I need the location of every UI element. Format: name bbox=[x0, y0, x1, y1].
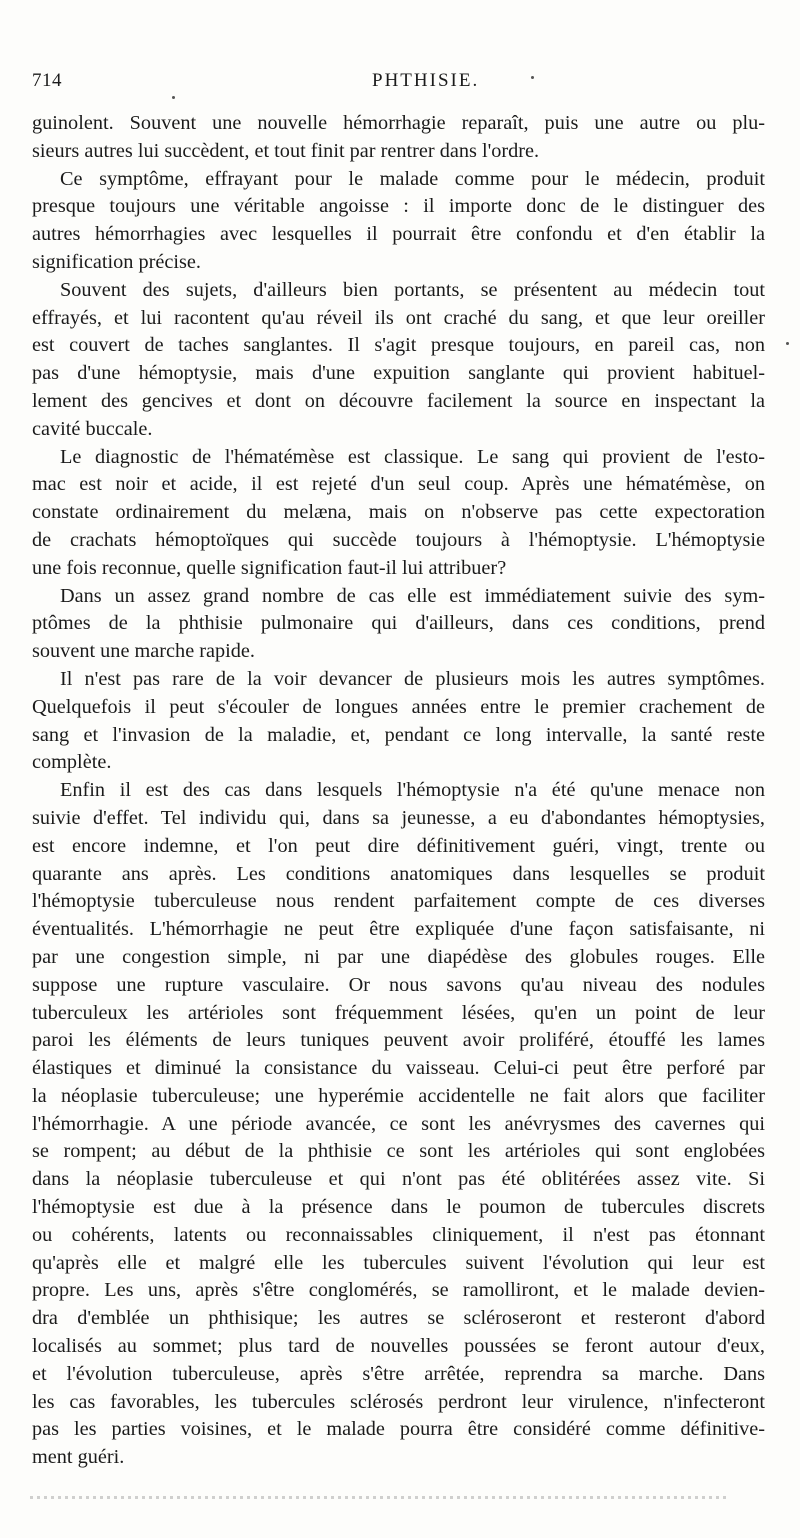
text-line: sang et l'invasion de la maladie, et, pendant ce long intervalle, la santé reste bbox=[32, 723, 765, 746]
text-line: mac est noir et acide, il est rejeté d'un seul coup. Après une hématémèse, on bbox=[32, 473, 765, 496]
text-line: dra d'emblée un phthisique; les autres se scléroseront et resteront d'abord bbox=[32, 1307, 765, 1330]
text-line: Dans un assez grand nombre de cas elle est immédiatement suivie des sym- bbox=[60, 584, 765, 607]
page-header bbox=[32, 70, 768, 100]
text-line: par une congestion simple, ni par une diapédèse des globules rouges. Elle bbox=[32, 945, 765, 968]
text-line: se rompent; au début de la phthisie ce sont les artérioles qui sont englobées bbox=[32, 1140, 765, 1163]
text-line: effrayés, et lui racontent qu'au réveil ils ont craché du sang, et que leur oreiller bbox=[32, 306, 765, 329]
text-line: élastiques et diminué la consistance du vaisseau. Celui-ci peut être perforé par bbox=[32, 1057, 765, 1080]
text-line: suivie d'effet. Tel individu qui, dans sa jeunesse, a eu d'abondantes hémoptysies, bbox=[32, 806, 765, 829]
text-line: pas d'une hémoptysie, mais d'une expuition sanglante qui provient habituel- bbox=[32, 362, 765, 385]
text-line: lement des gencives et dont on découvre facilement la source en inspectant la bbox=[32, 389, 765, 412]
text-line: Quelquefois il peut s'écouler de longues années entre le premier crachement de bbox=[32, 695, 765, 718]
text-line: Souvent des sujets, d'ailleurs bien portants, se présentent au médecin tout bbox=[60, 278, 765, 301]
text-line: l'hémoptysie est due à la présence dans le poumon de tubercules discrets bbox=[32, 1196, 765, 1219]
text-line: qu'après elle et malgré elle les tubercules suivent l'évolution qui leur est bbox=[32, 1251, 765, 1274]
text-line: une fois reconnue, quelle signification faut-il lui attribuer? bbox=[32, 556, 507, 579]
text-line: Enfin il est des cas dans lesquels l'hémoptysie n'a été qu'une menace non bbox=[60, 779, 765, 802]
running-title: PHTHISIE. bbox=[372, 70, 480, 91]
text-line: souvent une marche rapide. bbox=[32, 640, 256, 663]
text-line: presque toujours une véritable angoisse : il importe donc de le distinguer des bbox=[32, 195, 765, 218]
text-line: Ce symptôme, effrayant pour le malade comme pour le médecin, produit bbox=[60, 167, 765, 190]
text-line: éventualités. L'hémorrhagie ne peut être expliquée d'une façon satisfaisante, ni bbox=[32, 918, 765, 941]
text-line: et l'évolution tuberculeuse, après s'être arrêtée, reprendra sa marche. Dans bbox=[32, 1362, 765, 1385]
text-line: propre. Les uns, après s'être conglomérés, se ramolliront, et le malade devien- bbox=[32, 1279, 765, 1302]
text-line: l'hémorrhagie. A une période avancée, ce sont les anévrysmes des cavernes qui bbox=[32, 1112, 765, 1135]
scan-speck bbox=[786, 342, 789, 345]
text-line: cavité buccale. bbox=[32, 417, 153, 440]
scan-bleed-through bbox=[30, 1496, 730, 1499]
body-text bbox=[32, 110, 765, 1472]
page-number: 714 bbox=[32, 70, 62, 91]
text-line: sieurs autres lui succèdent, et tout finit par rentrer dans l'ordre. bbox=[32, 139, 540, 162]
text-line: suppose une rupture vasculaire. Or nous savons qu'au niveau des nodules bbox=[32, 973, 765, 996]
text-line: l'hémoptysie tuberculeuse nous rendent parfaitement compte de ces diverses bbox=[32, 890, 765, 913]
scan-speck bbox=[531, 76, 534, 79]
text-line: autres hémorrhagies avec lesquelles il pourrait être confondu et d'en établir la bbox=[32, 223, 765, 246]
text-line: signification précise. bbox=[32, 250, 201, 273]
scan-speck bbox=[172, 96, 175, 99]
text-line: complète. bbox=[32, 751, 112, 774]
text-line: localisés au sommet; plus tard de nouvelles poussées se feront autour d'eux, bbox=[32, 1335, 765, 1358]
text-line: tuberculeux les artérioles sont fréquemment lésées, qu'en un point de leur bbox=[32, 1001, 765, 1024]
text-line: Le diagnostic de l'hématémèse est classique. Le sang qui provient de l'esto- bbox=[60, 445, 765, 468]
text-line: quarante ans après. Les conditions anatomiques dans lesquelles se produit bbox=[32, 862, 765, 885]
text-line: ou cohérents, latents ou reconnaissables cliniquement, il n'est pas étonnant bbox=[32, 1223, 765, 1246]
text-line: la néoplasie tuberculeuse; une hyperémie accidentelle ne fait alors que faciliter bbox=[32, 1084, 765, 1107]
text-line: est couvert de taches sanglantes. Il s'agit presque toujours, en pareil cas, non bbox=[32, 334, 765, 357]
text-line: ptômes de la phthisie pulmonaire qui d'ailleurs, dans ces conditions, prend bbox=[32, 612, 765, 635]
text-line: dans la néoplasie tuberculeuse et qui n'ont pas été oblitérées assez vite. Si bbox=[32, 1168, 765, 1191]
text-line: Il n'est pas rare de la voir devancer de plusieurs mois les autres symptômes. bbox=[60, 667, 765, 690]
text-line: pas les parties voisines, et le malade pourra être considéré comme définitive- bbox=[32, 1418, 765, 1441]
text-line: ment guéri. bbox=[32, 1446, 125, 1469]
text-line: constate ordinairement du melæna, mais on n'observe pas cette expectoration bbox=[32, 501, 765, 524]
text-line: les cas favorables, les tubercules sclérosés perdront leur virulence, n'infecteront bbox=[32, 1390, 765, 1413]
text-line: guinolent. Souvent une nouvelle hémorrhagie reparaît, puis une autre ou plu- bbox=[32, 112, 765, 134]
text-line: est encore indemne, et l'on peut dire définitivement guéri, vingt, trente ou bbox=[32, 834, 765, 857]
text-line: de crachats hémoptoïques qui succède toujours à l'hémoptysie. L'hémoptysie bbox=[32, 528, 765, 551]
text-line: paroi les éléments de leurs tuniques peuvent avoir proliféré, étouffé les lames bbox=[32, 1029, 765, 1052]
